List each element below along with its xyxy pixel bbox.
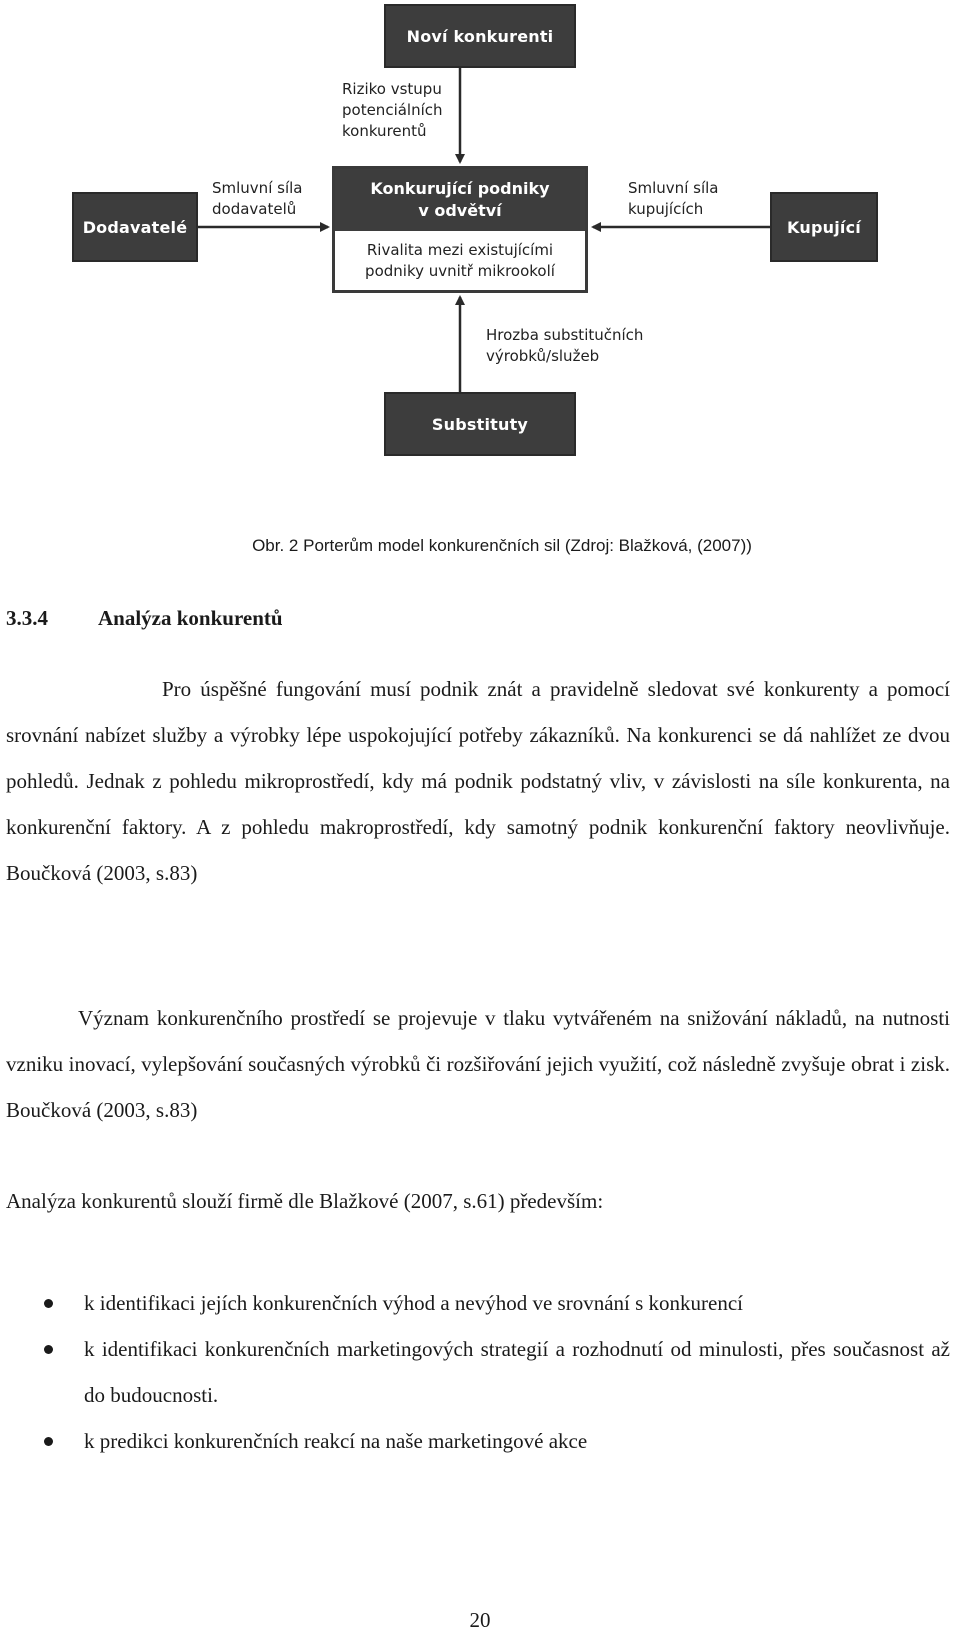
paragraph-3: Analýza konkurentů slouží firmě dle Blažkové (2007, s.61) především: [6,1189,604,1213]
substitutes-threat-label: Hrozba substitučních výrobků/služeb [486,326,644,365]
paragraph-2: Význam konkurenčního prostředí se projevuje v tlaku vytvářeném na snižování nákladů, na nutnosti vzniku inovací, vylepšování současných výrobků či rozšiřování jejich využití, což následně zvyšuje obrat i zisk. Boučková (2003, s.83) [6,1006,950,1122]
bullet-icon [44,1345,53,1354]
section-number: 3.3.4 [6,606,48,630]
section-heading [6,606,283,631]
bullet-icon [44,1299,53,1308]
bullet-icon [44,1437,53,1446]
list-item-text: k identifikaci konkurenčních marketingových strategií a rozhodnutí od minulosti, přes současnost až do budoucnosti. [84,1337,950,1407]
list-item-text: k predikci konkurenčních reakcí na naše marketingové akce [84,1429,588,1453]
section-title: Analýza konkurentů [98,606,283,630]
page-number: 20 [469,1608,491,1632]
supplier-power-label: Smluvní síla dodavatelů [212,179,303,218]
buyer-power-label: Smluvní síla kupujících [628,179,719,218]
competitors-title: Konkurující podniky v odvětví [335,169,585,231]
figure-caption [0,536,960,556]
list-item [6,1326,950,1418]
list-item [6,1280,950,1326]
suppliers-label: Dodavatelé [82,217,188,237]
competitors-box [332,166,588,293]
suppliers-box [72,192,198,262]
rivalry-label: Rivalita mezi existujícími podniky uvnitř mikrookolí [365,240,555,280]
new-competitors-box [384,4,576,68]
substitutes-label: Substituty [431,414,529,434]
substitutes-box [384,392,576,456]
figure-caption-text: Obr. 2 Porterům model konkurenčních sil (Zdroj: Blažková, (2007)) [252,536,752,555]
bullet-list [6,1280,950,1464]
buyers-label: Kupující [787,217,861,237]
new-competitors-label: Noví konkurenti [406,26,554,46]
paragraph-1: Pro úspěšné fungování musí podnik znát a pravidelně sledovat své konkurenty a pomocí srovnání nabízet služby a výrobky lépe uspokojující potřeby zákazníků. Na konkurenci se dá nahlížet ze dvou pohledů. Jednak z pohledu mikroprostředí, kdy má podnik podstatný vliv, v závislosti na síle konkurenta, na konkurenční faktory. A z pohledu makroprostředí, kdy samotný podnik konkurenční faktory neovlivňuje. Boučková (2003, s.83) [6,677,950,885]
buyers-box [770,192,878,262]
entry-risk-label: Riziko vstupu potenciálních konkurentů [342,80,443,140]
list-item-text: k identifikaci jejích konkurenčních výhod a nevýhod ve srovnání s konkurencí [84,1291,743,1315]
list-item [6,1418,950,1464]
